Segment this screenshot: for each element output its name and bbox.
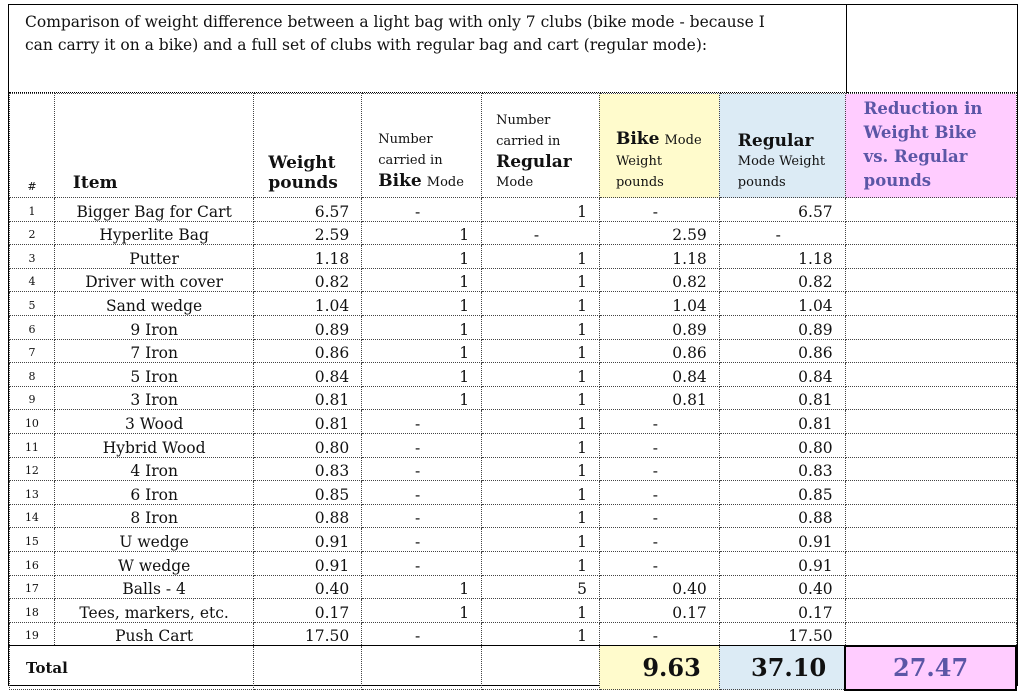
bike-count: 1 xyxy=(362,221,482,245)
table-row xyxy=(10,315,1017,339)
total-label: Total xyxy=(10,646,254,690)
bike-count: 1 xyxy=(362,575,482,599)
item-name: 8 Iron xyxy=(54,504,253,528)
reduction-cell xyxy=(845,292,1016,316)
header-reduction: Reduction in Weight Bike vs. Regular pounds xyxy=(845,94,1016,198)
item-name: 3 Iron xyxy=(54,386,253,410)
regular-weight: 1.18 xyxy=(719,245,845,269)
regular-weight: 17.50 xyxy=(719,622,845,646)
reduction-cell xyxy=(845,198,1016,222)
regular-weight: 0.85 xyxy=(719,481,845,505)
bike-weight: 0.89 xyxy=(599,315,719,339)
total-row xyxy=(10,646,1017,690)
bike-weight: - xyxy=(599,481,719,505)
table-row xyxy=(10,198,1017,222)
regular-weight: 0.84 xyxy=(719,363,845,387)
row-number: 5 xyxy=(10,292,55,316)
item-name: Hyperlite Bag xyxy=(54,221,253,245)
regular-weight: 0.83 xyxy=(719,457,845,481)
bike-count: - xyxy=(362,622,482,646)
row-number: 3 xyxy=(10,245,55,269)
regular-count: 1 xyxy=(482,292,600,316)
table-row xyxy=(10,622,1017,646)
bike-count: 1 xyxy=(362,599,482,623)
item-weight: 1.04 xyxy=(254,292,362,316)
item-weight: 0.88 xyxy=(254,504,362,528)
row-number: 4 xyxy=(10,268,55,292)
total-blank-regular-count xyxy=(482,646,600,690)
table-row xyxy=(10,410,1017,434)
reduction-cell xyxy=(845,339,1016,363)
reduction-cell xyxy=(845,245,1016,269)
table-row xyxy=(10,551,1017,575)
item-name: 6 Iron xyxy=(54,481,253,505)
item-name: 4 Iron xyxy=(54,457,253,481)
regular-weight: 6.57 xyxy=(719,198,845,222)
bike-weight: - xyxy=(599,198,719,222)
regular-count: 1 xyxy=(482,551,600,575)
table-row xyxy=(10,481,1017,505)
table-row xyxy=(10,575,1017,599)
regular-count: 1 xyxy=(482,481,600,505)
item-weight: 0.80 xyxy=(254,433,362,457)
bike-weight: 0.17 xyxy=(599,599,719,623)
row-number: 16 xyxy=(10,551,55,575)
row-number: 17 xyxy=(10,575,55,599)
bike-weight: - xyxy=(599,457,719,481)
regular-weight: 0.80 xyxy=(719,433,845,457)
header-item: Item xyxy=(54,94,253,198)
bike-count: - xyxy=(362,551,482,575)
spreadsheet xyxy=(8,4,1018,686)
bike-weight: 1.18 xyxy=(599,245,719,269)
regular-weight: 0.91 xyxy=(719,551,845,575)
regular-count: 1 xyxy=(482,622,600,646)
header-weight: Weight pounds xyxy=(254,94,362,198)
regular-weight: 0.86 xyxy=(719,339,845,363)
header-regular-weight: Regular Mode Weight pounds xyxy=(719,94,845,198)
bike-count: - xyxy=(362,481,482,505)
regular-weight: 0.81 xyxy=(719,410,845,434)
item-weight: 0.40 xyxy=(254,575,362,599)
bike-weight: 0.81 xyxy=(599,386,719,410)
table-body xyxy=(10,198,1017,646)
item-name: Tees, markers, etc. xyxy=(54,599,253,623)
reduction-cell xyxy=(845,457,1016,481)
regular-weight: 0.40 xyxy=(719,575,845,599)
row-number: 11 xyxy=(10,433,55,457)
row-number: 8 xyxy=(10,363,55,387)
intro-line-1: Comparison of weight difference between a light bag with only 7 clubs (bike mode - because I xyxy=(25,13,765,31)
item-name: W wedge xyxy=(54,551,253,575)
regular-count: 1 xyxy=(482,198,600,222)
row-number: 12 xyxy=(10,457,55,481)
reduction-cell xyxy=(845,481,1016,505)
bike-weight: - xyxy=(599,622,719,646)
header-bike-count: Number carried in Bike Mode xyxy=(362,94,482,198)
table-row xyxy=(10,599,1017,623)
bike-weight: - xyxy=(599,551,719,575)
table-row xyxy=(10,339,1017,363)
bike-count: - xyxy=(362,504,482,528)
item-weight: 0.81 xyxy=(254,386,362,410)
bike-weight: - xyxy=(599,504,719,528)
item-name: Bigger Bag for Cart xyxy=(54,198,253,222)
item-weight: 2.59 xyxy=(254,221,362,245)
header-bike-weight: Bike Mode Weight pounds xyxy=(599,94,719,198)
bike-count: 1 xyxy=(362,315,482,339)
regular-count: 1 xyxy=(482,268,600,292)
regular-weight: 0.82 xyxy=(719,268,845,292)
item-weight: 1.18 xyxy=(254,245,362,269)
table-row xyxy=(10,245,1017,269)
item-weight: 0.17 xyxy=(254,599,362,623)
regular-count: 1 xyxy=(482,504,600,528)
row-number: 13 xyxy=(10,481,55,505)
regular-count: 1 xyxy=(482,410,600,434)
regular-weight: - xyxy=(719,221,845,245)
regular-count: 1 xyxy=(482,386,600,410)
bike-count: - xyxy=(362,457,482,481)
table-row xyxy=(10,268,1017,292)
item-weight: 0.89 xyxy=(254,315,362,339)
regular-count: 1 xyxy=(482,363,600,387)
item-name: Sand wedge xyxy=(54,292,253,316)
item-name: 9 Iron xyxy=(54,315,253,339)
item-name: Putter xyxy=(54,245,253,269)
bike-count: - xyxy=(362,528,482,552)
bike-count: 1 xyxy=(362,292,482,316)
item-name: 5 Iron xyxy=(54,363,253,387)
row-number: 1 xyxy=(10,198,55,222)
regular-count: 5 xyxy=(482,575,600,599)
item-weight: 0.86 xyxy=(254,339,362,363)
reduction-cell xyxy=(845,528,1016,552)
item-name: Push Cart xyxy=(54,622,253,646)
row-number: 6 xyxy=(10,315,55,339)
regular-count: 1 xyxy=(482,528,600,552)
regular-weight: 0.17 xyxy=(719,599,845,623)
reduction-cell xyxy=(845,599,1016,623)
row-number: 2 xyxy=(10,221,55,245)
regular-count: 1 xyxy=(482,599,600,623)
bike-weight: 0.86 xyxy=(599,339,719,363)
regular-count: 1 xyxy=(482,315,600,339)
regular-weight: 0.91 xyxy=(719,528,845,552)
reduction-cell xyxy=(845,386,1016,410)
reduction-cell xyxy=(845,363,1016,387)
regular-count: 1 xyxy=(482,433,600,457)
table-row xyxy=(10,528,1017,552)
bike-weight: - xyxy=(599,528,719,552)
table-row xyxy=(10,363,1017,387)
intro-text xyxy=(9,5,847,93)
regular-weight: 1.04 xyxy=(719,292,845,316)
bike-count: - xyxy=(362,198,482,222)
bike-weight: 0.82 xyxy=(599,268,719,292)
bike-count: 1 xyxy=(362,339,482,363)
weight-table xyxy=(9,93,1017,691)
item-name: Driver with cover xyxy=(54,268,253,292)
item-weight: 0.84 xyxy=(254,363,362,387)
bike-weight: - xyxy=(599,433,719,457)
item-name: U wedge xyxy=(54,528,253,552)
table-row xyxy=(10,221,1017,245)
bike-count: 1 xyxy=(362,386,482,410)
table-row xyxy=(10,433,1017,457)
row-number: 14 xyxy=(10,504,55,528)
table-row xyxy=(10,504,1017,528)
table-row xyxy=(10,386,1017,410)
row-number: 18 xyxy=(10,599,55,623)
reduction-cell xyxy=(845,410,1016,434)
row-number: 9 xyxy=(10,386,55,410)
item-weight: 0.91 xyxy=(254,551,362,575)
row-number: 19 xyxy=(10,622,55,646)
regular-count: - xyxy=(482,221,600,245)
reduction-cell xyxy=(845,551,1016,575)
item-name: Balls - 4 xyxy=(54,575,253,599)
item-weight: 6.57 xyxy=(254,198,362,222)
row-number: 15 xyxy=(10,528,55,552)
item-weight: 0.81 xyxy=(254,410,362,434)
bike-count: 1 xyxy=(362,268,482,292)
regular-weight: 0.89 xyxy=(719,315,845,339)
bike-count: - xyxy=(362,410,482,434)
reduction-cell xyxy=(845,504,1016,528)
intro-line-2: can carry it on a bike) and a full set of clubs with regular bag and cart (regular mode): xyxy=(25,36,708,54)
regular-weight: 0.81 xyxy=(719,386,845,410)
bike-weight: 0.40 xyxy=(599,575,719,599)
total-blank-bike-count xyxy=(362,646,482,690)
total-reduction: 27.47 xyxy=(845,646,1016,690)
bike-weight: 0.84 xyxy=(599,363,719,387)
item-weight: 0.82 xyxy=(254,268,362,292)
total-bike-weight: 9.63 xyxy=(599,646,719,690)
item-weight: 0.85 xyxy=(254,481,362,505)
header-number: # xyxy=(10,94,55,198)
total-regular-weight: 37.10 xyxy=(719,646,845,690)
bike-weight: - xyxy=(599,410,719,434)
bike-weight: 1.04 xyxy=(599,292,719,316)
table-row xyxy=(10,457,1017,481)
header-row xyxy=(10,94,1017,198)
intro-blank-cell xyxy=(847,5,1017,93)
bike-weight: 2.59 xyxy=(599,221,719,245)
row-number: 10 xyxy=(10,410,55,434)
reduction-cell xyxy=(845,268,1016,292)
bike-count: 1 xyxy=(362,363,482,387)
item-weight: 17.50 xyxy=(254,622,362,646)
reduction-cell xyxy=(845,575,1016,599)
regular-weight: 0.88 xyxy=(719,504,845,528)
item-weight: 0.83 xyxy=(254,457,362,481)
regular-count: 1 xyxy=(482,339,600,363)
header-regular-count: Number carried in Regular Mode xyxy=(482,94,600,198)
item-name: 3 Wood xyxy=(54,410,253,434)
bike-count: 1 xyxy=(362,245,482,269)
item-weight: 0.91 xyxy=(254,528,362,552)
total-blank-weight xyxy=(254,646,362,690)
reduction-cell xyxy=(845,433,1016,457)
item-name: Hybrid Wood xyxy=(54,433,253,457)
reduction-cell xyxy=(845,622,1016,646)
regular-count: 1 xyxy=(482,245,600,269)
row-number: 7 xyxy=(10,339,55,363)
reduction-cell xyxy=(845,315,1016,339)
regular-count: 1 xyxy=(482,457,600,481)
item-name: 7 Iron xyxy=(54,339,253,363)
reduction-cell xyxy=(845,221,1016,245)
table-row xyxy=(10,292,1017,316)
bike-count: - xyxy=(362,433,482,457)
